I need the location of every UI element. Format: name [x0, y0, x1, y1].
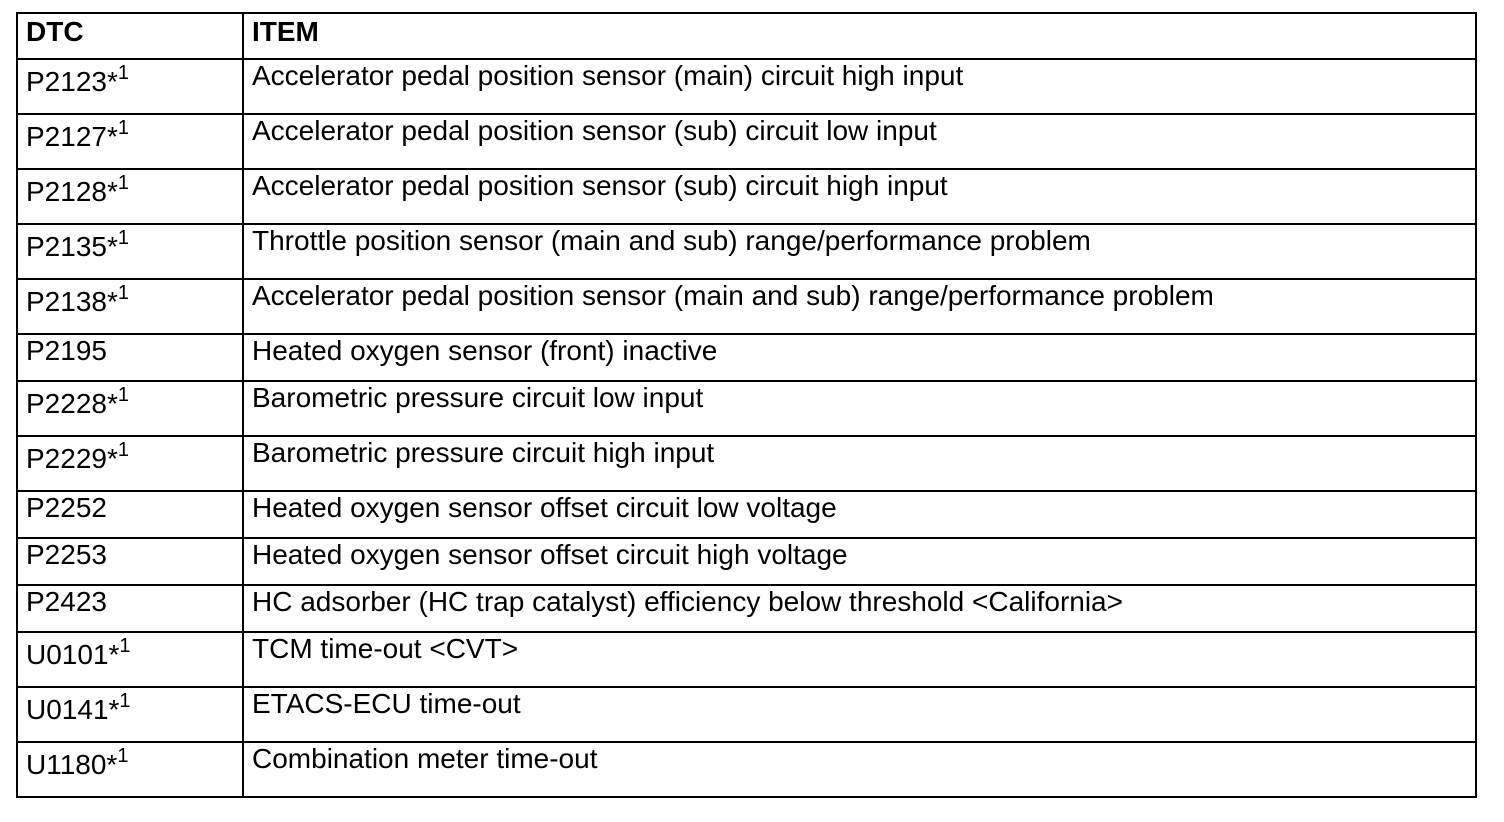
dtc-code: P2127* — [26, 121, 118, 152]
dtc-item-cell: HC adsorber (HC trap catalyst) efficiency below threshold <California> — [243, 585, 1476, 632]
column-header-item: ITEM — [243, 13, 1476, 59]
dtc-code-cell — [17, 381, 243, 436]
dtc-code: P2123* — [26, 66, 118, 97]
dtc-code: P2253 — [26, 539, 107, 570]
dtc-code-cell — [17, 279, 243, 334]
dtc-code-cell — [17, 742, 243, 797]
dtc-item-cell: Accelerator pedal position sensor (sub) circuit high input — [243, 169, 1476, 224]
table-row — [17, 687, 1476, 742]
dtc-code-cell — [17, 114, 243, 169]
table-row — [17, 279, 1476, 334]
dtc-item-cell: Heated oxygen sensor offset circuit low voltage — [243, 491, 1476, 538]
dtc-code: P2228* — [26, 388, 118, 419]
dtc-item-cell: TCM time-out <CVT> — [243, 632, 1476, 687]
footnote-marker: 1 — [117, 226, 129, 249]
table-row — [17, 381, 1476, 436]
dtc-code: U0101* — [26, 639, 120, 670]
dtc-item-cell: Heated oxygen sensor offset circuit high voltage — [243, 538, 1476, 585]
footnote-marker: 1 — [117, 61, 129, 84]
footnote-marker: 1 — [117, 438, 129, 461]
footnote-marker: 1 — [117, 383, 129, 406]
dtc-item-cell: ETACS-ECU time-out — [243, 687, 1476, 742]
dtc-item-cell: Accelerator pedal position sensor (main and sub) range/performance problem — [243, 279, 1476, 334]
footnote-marker: 1 — [117, 116, 129, 139]
dtc-code: P2138* — [26, 286, 118, 317]
dtc-code-cell — [17, 436, 243, 491]
dtc-item-cell: Heated oxygen sensor (front) inactive — [243, 334, 1476, 381]
dtc-code-cell — [17, 585, 243, 632]
dtc-item-cell: Accelerator pedal position sensor (main) circuit high input — [243, 59, 1476, 114]
dtc-code-cell — [17, 632, 243, 687]
dtc-code-cell — [17, 224, 243, 279]
table-row — [17, 59, 1476, 114]
table-row — [17, 538, 1476, 585]
table-row — [17, 632, 1476, 687]
dtc-code: P2128* — [26, 176, 118, 207]
dtc-code: P2229* — [26, 443, 118, 474]
dtc-item-cell: Throttle position sensor (main and sub) range/performance problem — [243, 224, 1476, 279]
dtc-code-cell — [17, 491, 243, 538]
table-row — [17, 585, 1476, 632]
table-row — [17, 334, 1476, 381]
dtc-code-cell — [17, 334, 243, 381]
dtc-code: U1180* — [26, 749, 118, 780]
footnote-marker: 1 — [117, 744, 129, 767]
footnote-marker: 1 — [119, 689, 131, 712]
table-header-row — [17, 13, 1476, 59]
dtc-table — [16, 12, 1477, 798]
table-row — [17, 169, 1476, 224]
column-header-dtc: DTC — [17, 13, 243, 59]
dtc-code-cell — [17, 687, 243, 742]
dtc-item-cell: Combination meter time-out — [243, 742, 1476, 797]
table-row — [17, 491, 1476, 538]
dtc-code-cell — [17, 59, 243, 114]
table-body — [17, 59, 1476, 797]
dtc-code-cell — [17, 538, 243, 585]
dtc-code: U0141* — [26, 694, 120, 725]
dtc-code: P2195 — [26, 335, 107, 366]
dtc-item-cell: Barometric pressure circuit low input — [243, 381, 1476, 436]
dtc-item-cell: Accelerator pedal position sensor (sub) circuit low input — [243, 114, 1476, 169]
table-row — [17, 224, 1476, 279]
dtc-code: P2252 — [26, 492, 107, 523]
table-row — [17, 742, 1476, 797]
table-row — [17, 436, 1476, 491]
footnote-marker: 1 — [117, 281, 129, 304]
table-row — [17, 114, 1476, 169]
footnote-marker: 1 — [117, 171, 129, 194]
dtc-item-cell: Barometric pressure circuit high input — [243, 436, 1476, 491]
dtc-code-cell — [17, 169, 243, 224]
dtc-code: P2135* — [26, 231, 118, 262]
dtc-code: P2423 — [26, 586, 107, 617]
footnote-marker: 1 — [119, 634, 131, 657]
